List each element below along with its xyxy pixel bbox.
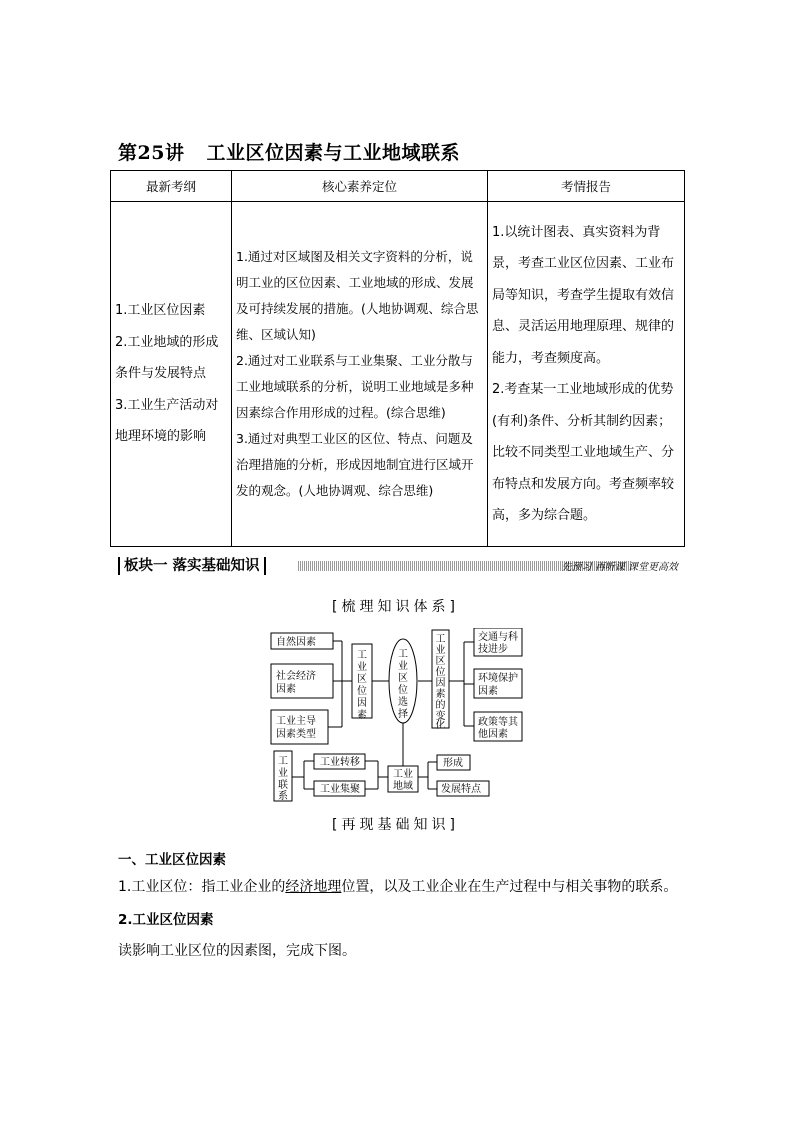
definition-suffix: 位置，以及工业企业在生产过程中与相关事物的联系。 bbox=[341, 879, 678, 895]
region-box-line1: 工业 bbox=[393, 769, 413, 780]
change-char: 工 bbox=[435, 634, 446, 645]
definition-prefix: 1.工业区位：指工业企业的 bbox=[118, 879, 286, 895]
right-box-environment-line1: 环境保护 bbox=[478, 673, 518, 684]
right-box-policy-line1: 政策等其 bbox=[478, 717, 518, 728]
center-oval bbox=[389, 639, 417, 723]
left-box-natural-label: 自然因素 bbox=[276, 637, 316, 648]
region-item-development bbox=[437, 781, 489, 796]
lesson-number: 第25讲 bbox=[118, 142, 185, 164]
paragraph-definition bbox=[118, 876, 677, 896]
header-syllabus: 最新考纲 bbox=[111, 171, 232, 202]
left-box-dominant bbox=[271, 710, 328, 744]
left-box-dominant-line2: 因素类型 bbox=[276, 729, 316, 740]
left-box-dominant-line1: 工业主导 bbox=[276, 716, 316, 727]
link-box bbox=[274, 751, 292, 802]
change-char: 业 bbox=[435, 645, 446, 656]
left-box-natural bbox=[271, 633, 333, 649]
change-char: 位 bbox=[435, 667, 446, 678]
competency-item: 3.通过对典型工业区的区位、特点、问题及治理措施的分析，形成因地制宜进行区域开发的观念。(人地协调观、综合思维) bbox=[236, 431, 474, 498]
oval-char: 位 bbox=[398, 685, 408, 696]
region-box bbox=[388, 766, 418, 792]
right-box-policy bbox=[474, 712, 522, 741]
lesson-title bbox=[118, 138, 460, 165]
section-band bbox=[118, 557, 678, 575]
factor-box bbox=[352, 644, 372, 721]
paragraph-instruction: 读影响工业区位的因素图，完成下图。 bbox=[118, 943, 356, 959]
change-char: 区 bbox=[435, 656, 446, 667]
table-header-row bbox=[111, 171, 685, 202]
link-item-transfer bbox=[314, 754, 365, 769]
change-char: 的 bbox=[435, 700, 446, 711]
factor-char: 业 bbox=[357, 662, 367, 673]
syllabus-cell bbox=[111, 202, 232, 547]
link-item-agglomeration bbox=[314, 781, 365, 796]
factor-char: 素 bbox=[357, 710, 367, 721]
section-band-note: 先预习 再听课 课堂更高效 bbox=[561, 562, 678, 573]
factor-char: 位 bbox=[357, 686, 367, 697]
factor-char: 因 bbox=[357, 698, 367, 709]
definition-answer: 经济地理 bbox=[285, 879, 342, 895]
oval-char: 工 bbox=[398, 649, 408, 660]
subtitle-system: [梳理知识体系] bbox=[332, 599, 459, 615]
oval-char: 区 bbox=[398, 673, 408, 684]
table-row bbox=[111, 202, 685, 547]
header-competency: 核心素养定位 bbox=[232, 171, 488, 202]
region-box-line2: 地域 bbox=[393, 781, 413, 792]
exam-report-item: 2.考查某一工业地域形成的优势(有利)条件、分析其制约因素；比较不同类型工业地域生产、分布特点和发展方向。考查频率较高，多为综合题。 bbox=[492, 382, 675, 523]
heading-industrial-location: 一、工业区位因素 bbox=[118, 852, 226, 868]
link-char: 工 bbox=[278, 756, 288, 767]
change-char: 素 bbox=[435, 689, 446, 700]
oval-char: 业 bbox=[398, 661, 408, 672]
link-char: 业 bbox=[278, 768, 288, 779]
right-box-transport bbox=[474, 628, 522, 656]
right-box-policy-line2: 他因素 bbox=[478, 729, 508, 740]
competency-item: 2.通过对工业联系与工业集聚、工业分散与工业地域联系的分析，说明工业地域是多种因素综合作用形成的过程。(综合思维) bbox=[236, 353, 474, 420]
factor-char: 区 bbox=[357, 674, 367, 685]
header-exam-report: 考情报告 bbox=[488, 171, 685, 202]
link-item-agglomeration-label: 工业集聚 bbox=[320, 784, 360, 795]
left-box-socioeconomic bbox=[271, 664, 333, 698]
knowledge-diagram bbox=[266, 628, 528, 806]
right-box-environment bbox=[474, 669, 522, 698]
lesson-topic: 工业区位因素与工业地域联系 bbox=[206, 142, 460, 164]
competency-cell bbox=[232, 202, 488, 547]
oval-char: 选 bbox=[398, 697, 408, 708]
factor-char: 工 bbox=[357, 650, 367, 661]
right-box-transport-line2: 技进步 bbox=[478, 644, 508, 655]
oval-char: 择 bbox=[398, 709, 408, 720]
subtitle-recall: [再现基础知识] bbox=[332, 817, 459, 833]
change-char: 化 bbox=[435, 720, 446, 731]
left-box-socioeconomic-line1: 社会经济 bbox=[276, 671, 316, 682]
exam-report-item: 1.以统计图表、真实资料为背景，考查工业区位因素、工业布局等知识，考查学生提取有效信息、灵活运用地理原理、规律的能力，考查频度高。 bbox=[492, 224, 675, 366]
syllabus-table bbox=[110, 170, 685, 547]
heading-location-factors: 2.工业区位因素 bbox=[118, 912, 214, 928]
change-char: 因 bbox=[435, 678, 446, 689]
competency-item: 1.通过对区域图及相关文字资料的分析，说明工业的区位因素、工业地域的形成、发展及可持续发展的措施。(人地协调观、综合思维、区域认知) bbox=[236, 249, 479, 342]
link-char: 系 bbox=[278, 791, 288, 802]
right-box-environment-line2: 因素 bbox=[478, 686, 498, 697]
change-box bbox=[432, 630, 449, 731]
region-item-development-label: 发展特点 bbox=[441, 784, 481, 795]
region-item-formation bbox=[437, 755, 470, 770]
link-item-transfer-label: 工业转移 bbox=[320, 757, 360, 768]
syllabus-item: 2.工业地域的形成条件与发展特点 bbox=[115, 334, 219, 382]
change-char: 变 bbox=[435, 711, 446, 722]
region-item-formation-label: 形成 bbox=[443, 758, 463, 769]
syllabus-item: 3.工业生产活动对地理环境的影响 bbox=[115, 397, 219, 445]
right-box-transport-line1: 交通与科 bbox=[478, 632, 518, 643]
exam-report-cell bbox=[488, 202, 685, 547]
section-band-title: 板块一 落实基础知识 bbox=[118, 557, 266, 575]
syllabus-item: 1.工业区位因素 bbox=[115, 303, 206, 319]
left-box-socioeconomic-line2: 因素 bbox=[276, 684, 296, 695]
link-char: 联 bbox=[278, 780, 288, 791]
